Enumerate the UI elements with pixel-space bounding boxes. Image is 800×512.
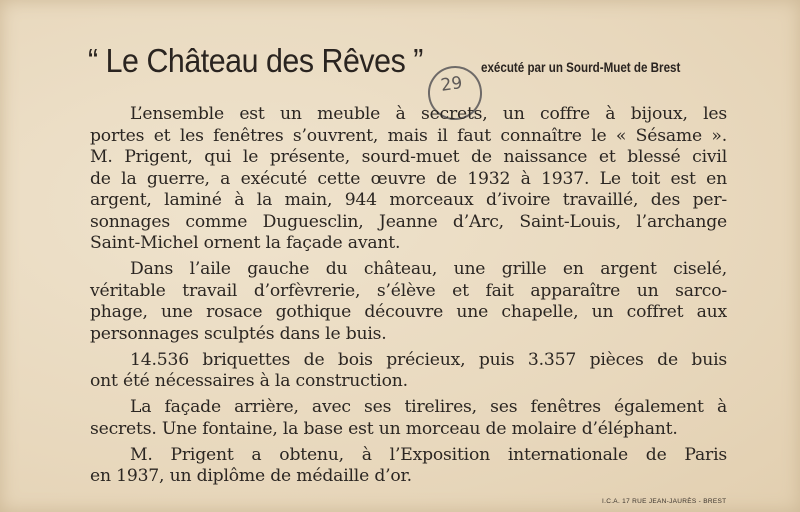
text-line: personnages sculptés dans le buis. bbox=[90, 323, 387, 344]
paragraph bbox=[90, 104, 727, 255]
card-body-text bbox=[90, 104, 727, 492]
text-line: argent, laminé à la main, 944 morceaux d’ivoire travaillé, des per- bbox=[90, 190, 727, 210]
paragraph bbox=[90, 259, 727, 345]
text-line: portes et les fenêtres s’ouvrent, mais il faut connaître le « Sésame ». bbox=[90, 125, 727, 146]
text-line: secrets. Une fontaine, la base est un morceau de molaire d’éléphant. bbox=[90, 418, 678, 439]
printer-imprint: I.C.A. 17 RUE JEAN-JAURÈS - BREST bbox=[602, 498, 727, 505]
text-line: véritable travail d’orfèvrerie, s’élève et fait apparaître un sarco- bbox=[90, 280, 727, 301]
text-line: M. Prigent, qui le présente, sourd-muet de naissance et blessé civil bbox=[90, 147, 727, 167]
text-line: La façade arrière, avec ses tirelires, ses fenêtres également à bbox=[130, 397, 727, 417]
paragraph bbox=[90, 445, 727, 488]
text-line: phage, une rosace gothique découvre une chapelle, un coffret aux bbox=[90, 302, 727, 322]
text-line: ont été nécessaires à la construction. bbox=[90, 371, 408, 391]
text-line: 14.536 briquettes de bois précieux, puis 3.357 pièces de buis bbox=[130, 349, 727, 370]
text-line: Dans l’aile gauche du château, une grille en argent ciselé, bbox=[130, 259, 727, 279]
paragraph bbox=[90, 397, 727, 440]
card-title: “ Le Château des Rêves ” bbox=[88, 42, 423, 79]
handwritten-number-stamp: 29 bbox=[425, 63, 486, 124]
text-line: sonnages comme Duguesclin, Jeanne d’Arc, Saint-Louis, l’archange bbox=[90, 211, 727, 232]
text-line: de la guerre, a exécuté cette œuvre de 1932 à 1937. Le toit est en bbox=[90, 168, 727, 189]
card-subtitle: exécuté par un Sourd-Muet de Brest bbox=[481, 60, 681, 75]
text-line: M. Prigent a obtenu, à l’Exposition internationale de Paris bbox=[130, 444, 727, 465]
paragraph bbox=[90, 350, 727, 393]
text-line: L’ensemble est un meuble à secrets, un coffre à bijoux, les bbox=[130, 104, 727, 124]
text-line: Saint-Michel ornent la façade avant. bbox=[90, 233, 401, 253]
text-line: en 1937, un diplôme de médaille d’or. bbox=[90, 466, 412, 486]
